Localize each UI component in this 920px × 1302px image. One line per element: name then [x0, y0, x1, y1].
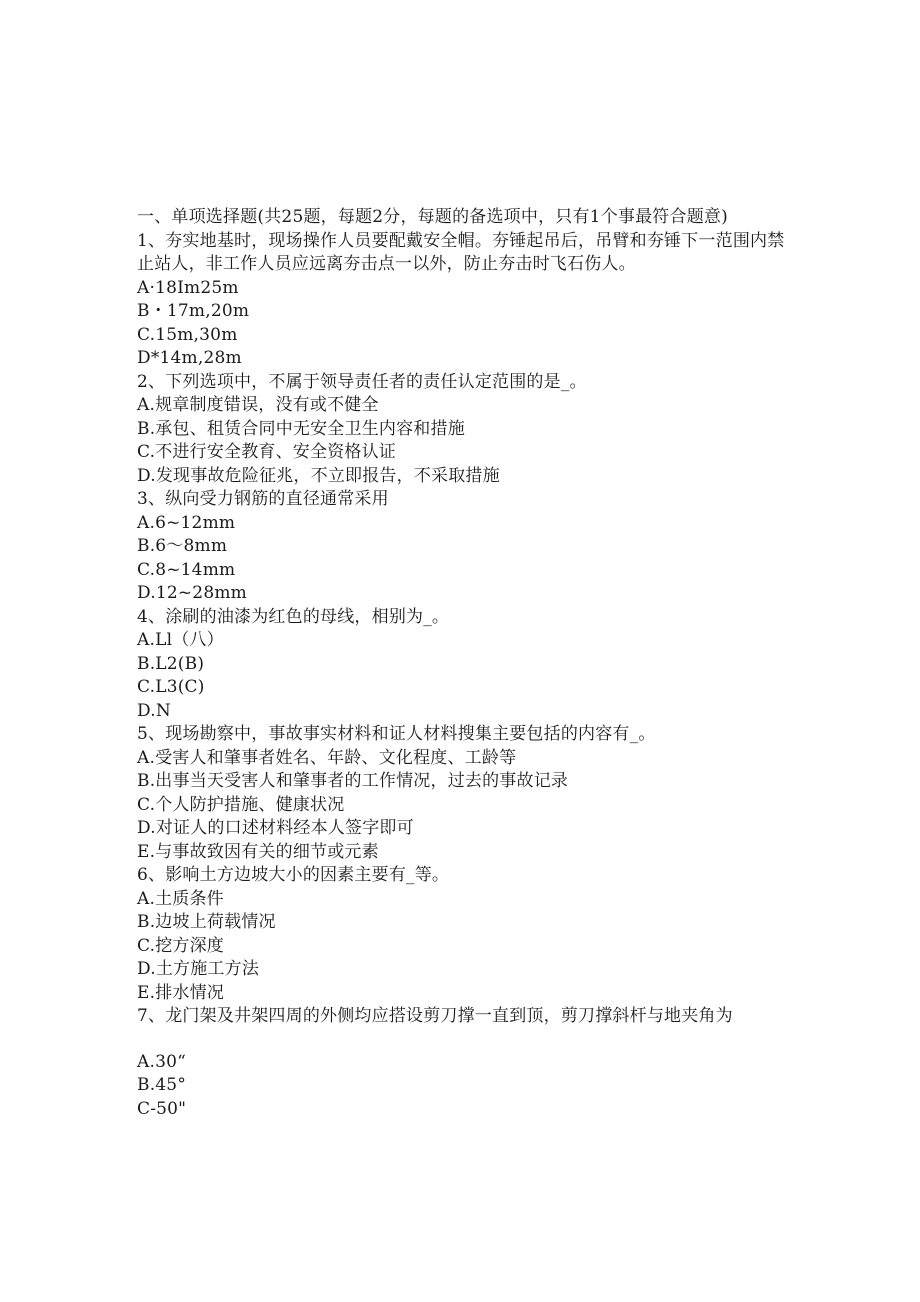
question-3 — [137, 488, 787, 606]
option-d: D*14m,28m — [137, 348, 242, 368]
question-7 — [137, 1005, 787, 1121]
option-d: D.12~28mm — [137, 583, 247, 603]
option-b: B.边坡上荷载情况 — [137, 912, 276, 932]
option-d: D.土方施工方法 — [137, 959, 260, 979]
question-stem: 6、影响土方边坡大小的因素主要有_等。 — [137, 865, 450, 885]
question-stem: 7、龙门架及井架四周的外侧均应搭设剪刀撑一直到顶，剪刀撑斜杆与地夹角为 — [137, 1006, 733, 1026]
option-c: C.8~14mm — [137, 559, 236, 580]
option-b: B.45° — [137, 1075, 187, 1095]
option-c: C.L3(C) — [137, 677, 205, 697]
option-c: C.个人防护措施、健康状况 — [137, 794, 345, 815]
option-b: B.承包、租赁合同中无安全卫生内容和措施 — [137, 418, 465, 439]
question-stem: 1、夯实地基时，现场操作人员要配戴安全帽。夯锤起吊后，吊臂和夯锤下一范围内禁止站人，非工作人员应远离夯击点一以外，防止夯击时飞石伤人。 — [137, 230, 785, 274]
question-stem: 5、现场勘察中，事故事实材料和证人材料搜集主要包括的内容有_。 — [137, 724, 656, 744]
question-6 — [137, 864, 787, 1005]
option-d: D.发现事故危险征兆，不立即报告，不采取措施 — [137, 465, 500, 486]
option-a: A.土质条件 — [137, 888, 224, 909]
question-5 — [137, 723, 787, 864]
option-b: B.L2(B) — [137, 653, 205, 674]
option-b: B.出事当天受害人和肇事者的工作情况，过去的事故记录 — [137, 771, 569, 791]
option-a: A·18Im25m — [137, 277, 239, 298]
option-e: E.排水情况 — [137, 982, 225, 1003]
option-d: D.对证人的口述材料经本人签字即可 — [137, 818, 414, 838]
option-e: E.与事故致因有关的细节或元素 — [137, 841, 379, 862]
question-stem: 2、下列选项中，不属于领导责任者的责任认定范围的是_。 — [137, 371, 587, 392]
question-stem: 3、纵向受力钢筋的直径通常采用 — [137, 489, 389, 509]
option-c: C.15m,30m — [137, 324, 238, 345]
option-a: A.规章制度错误，没有或不健全 — [137, 395, 379, 415]
exam-page — [137, 206, 787, 1121]
blank-line — [137, 1029, 787, 1051]
section-title: 一、单项选择题(共25题，每题2分，每题的备选项中，只有1个事最符合题意) — [137, 207, 728, 227]
option-d: D.N — [137, 700, 171, 721]
option-c: C.不进行安全教育、安全资格认证 — [137, 442, 397, 462]
option-c: C-50" — [137, 1098, 187, 1119]
option-a: A.30“ — [137, 1051, 187, 1072]
question-stem: 4、涂刷的油漆为红色的母线，相别为_。 — [137, 606, 450, 627]
option-c: C.挖方深度 — [137, 935, 225, 956]
option-a: A.受害人和肇事者姓名、年龄、文化程度、工龄等 — [137, 747, 517, 768]
option-b: B.6～8mm — [137, 536, 228, 556]
question-1 — [137, 230, 787, 371]
question-4 — [137, 606, 787, 724]
option-b: B・17m,20m — [137, 301, 250, 321]
option-a: A.6~12mm — [137, 512, 236, 533]
option-a: A.Ll（八） — [137, 630, 224, 650]
question-2 — [137, 371, 787, 489]
